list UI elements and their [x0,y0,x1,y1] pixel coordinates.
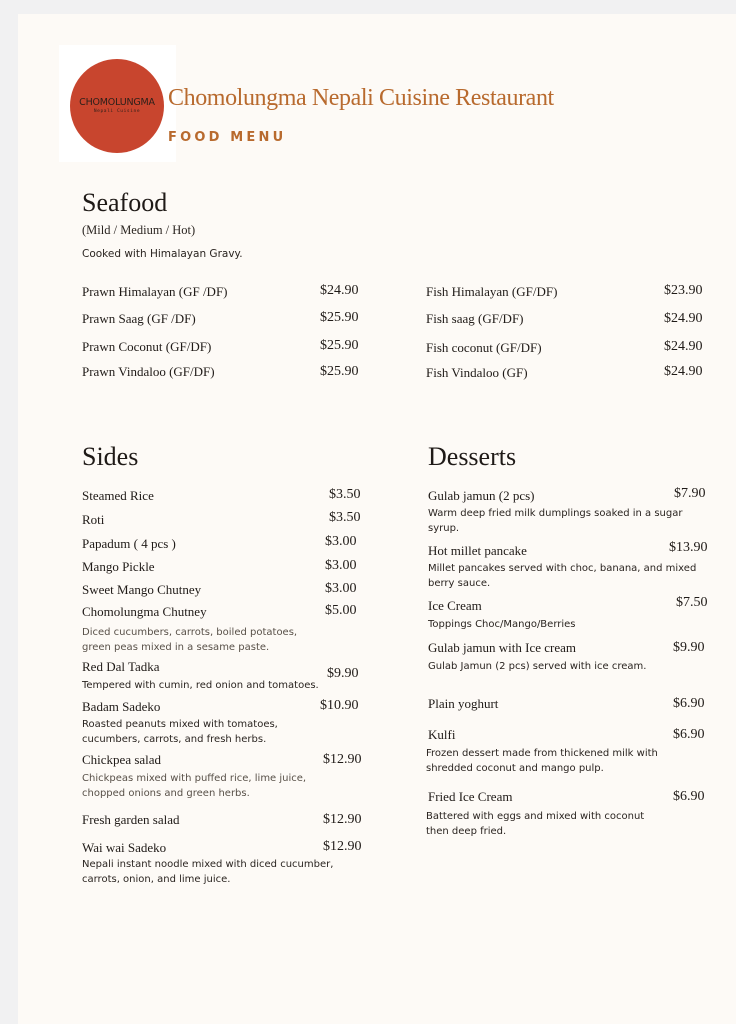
menu-item-price: $23.90 [664,283,703,298]
menu-item-price: $12.90 [323,752,362,767]
menu-item-name: Plain yoghurt [428,696,499,711]
menu-item-name: Mango Pickle [82,559,155,574]
menu-item-description: Chickpeas mixed with puffed rice, lime juice, chopped onions and green herbs. [82,773,307,799]
menu-item-name: Prawn Saag (GF /DF) [82,311,196,326]
menu-item-price: $25.90 [320,364,359,379]
seafood-note: Cooked with Himalayan Gravy. [82,248,243,260]
menu-item-name: Kulfi [428,727,456,742]
menu-item-price: $3.50 [329,510,361,525]
menu-item-name: Ice Cream [428,598,482,613]
menu-item-price: $9.90 [327,666,359,681]
menu-item-name: Fried Ice Cream [428,789,513,804]
desserts-title: Desserts [428,442,517,471]
menu-item-price: $24.90 [664,311,703,326]
menu-item-description: Warm deep fried milk dumplings soaked in a sugar syrup. [428,508,683,534]
menu-item-name: Fish Vindaloo (GF) [426,365,528,380]
menu-item-description: Roasted peanuts mixed with tomatoes, cucumbers, carrots, and fresh herbs. [82,719,278,745]
menu-item-description: Toppings Choc/Mango/Berries [428,619,576,630]
menu-item-description: Gulab Jamun (2 pcs) served with ice cream. [428,661,647,672]
menu-item-name: Wai wai Sadeko [82,840,167,855]
menu-item-description: Millet pancakes served with choc, banana, and mixed berry sauce. [428,563,697,589]
menu-item-price: $6.90 [673,696,705,711]
menu-label: FOOD MENU [168,130,287,145]
menu-item-name: Hot millet pancake [428,543,527,558]
menu-item-name: Fresh garden salad [82,812,180,827]
menu-item-name: Gulab jamun with Ice cream [428,640,576,655]
logo [59,45,176,162]
menu-item-price: $25.90 [320,338,359,353]
menu-item-price: $24.90 [664,364,703,379]
menu-item-name: Sweet Mango Chutney [82,582,202,597]
menu-item-price: $5.00 [325,603,357,618]
menu-item-description: Battered with eggs and mixed with coconut then deep fried. [426,811,645,837]
logo-circle [70,59,164,153]
menu-item-description: Diced cucumbers, carrots, boiled potatoes, green peas mixed in a sesame paste. [82,627,298,653]
menu-item-name: Fish coconut (GF/DF) [426,340,542,355]
logo-text: CHOMOLUNGMA [79,97,155,108]
menu-item-description: Nepali instant noodle mixed with diced cucumber, carrots, onion, and lime juice. [82,859,334,885]
restaurant-name: Chomolungma Nepali Cuisine Restaurant [168,85,554,111]
menu-item-price: $3.00 [325,534,357,549]
logo-subtext: Nepali Cuisine [93,109,141,114]
menu-item-price: $7.50 [676,595,708,610]
menu-item-price: $24.90 [664,339,703,354]
menu-item-price: $3.00 [325,558,357,573]
menu-item-name: Prawn Vindaloo (GF/DF) [82,364,215,379]
menu-item-name: Fish saag (GF/DF) [426,311,524,326]
menu-item-name: Steamed Rice [82,488,154,503]
menu-item-name: Prawn Coconut (GF/DF) [82,339,212,354]
menu-item-name: Chickpea salad [82,752,162,767]
menu-item-name: Roti [82,512,105,527]
menu-item-name: Fish Himalayan (GF/DF) [426,284,558,299]
menu-item-price: $3.00 [325,581,357,596]
menu-item-name: Badam Sadeko [82,699,161,714]
menu-item-price: $24.90 [320,283,359,298]
menu-item-name: Chomolungma Chutney [82,604,207,619]
menu-item-price: $7.90 [674,486,706,501]
menu-item-name: Red Dal Tadka [82,659,160,674]
menu-page [18,14,736,1024]
menu-item-name: Papadum ( 4 pcs ) [82,536,176,551]
menu-item-price: $12.90 [323,839,362,854]
menu-item-name: Prawn Himalayan (GF /DF) [82,284,228,299]
menu-item-price: $9.90 [673,640,705,655]
menu-item-price: $25.90 [320,310,359,325]
menu-item-price: $6.90 [673,727,705,742]
menu-item-price: $10.90 [320,698,359,713]
menu-item-price: $6.90 [673,789,705,804]
menu-item-name: Gulab jamun (2 pcs) [428,488,535,503]
sides-title: Sides [82,442,139,471]
menu-item-price: $12.90 [323,812,362,827]
menu-item-description: Tempered with cumin, red onion and tomatoes. [82,680,319,691]
menu-item-description: Frozen dessert made from thickened milk with shredded coconut and mango pulp. [426,748,658,774]
seafood-title: Seafood [82,188,168,217]
menu-item-price: $3.50 [329,487,361,502]
seafood-spice-levels: (Mild / Medium / Hot) [82,223,196,237]
menu-item-price: $13.90 [669,540,708,555]
